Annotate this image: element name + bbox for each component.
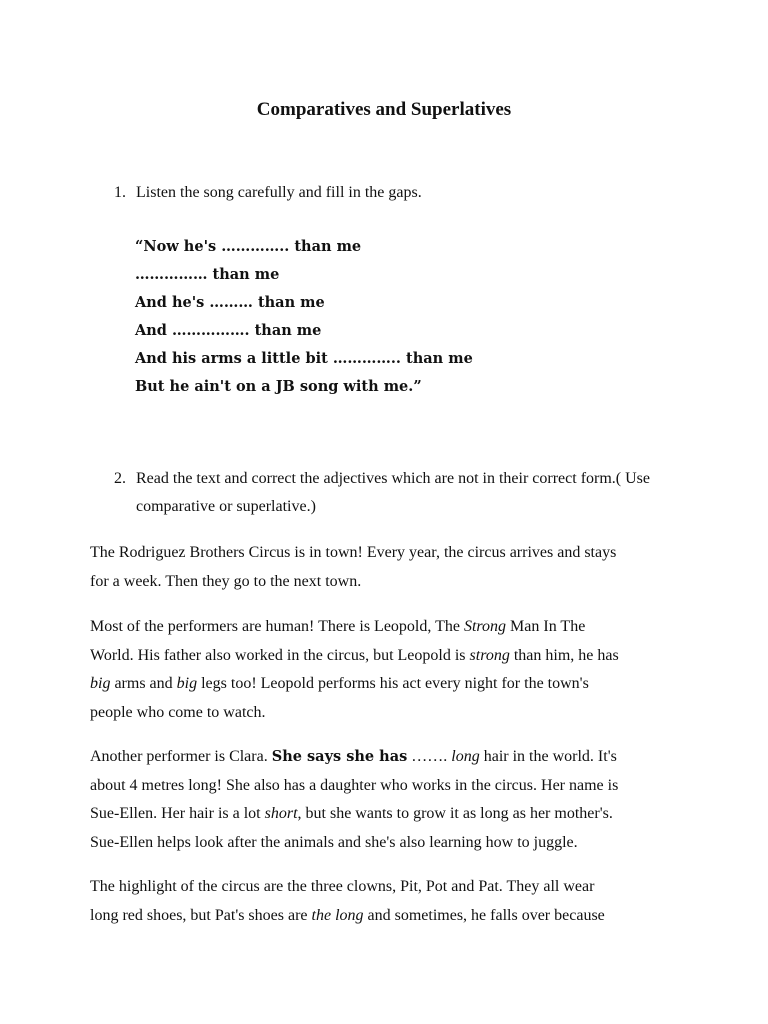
text-run: ……. [407, 748, 452, 765]
adjective-gap: big [90, 675, 111, 693]
page-title: Comparatives and Superlatives [256, 99, 512, 120]
lyric-line: And he's ……… than me [135, 294, 325, 311]
lyric-line: …………… than me [135, 266, 280, 283]
paragraph-line [90, 670, 680, 699]
question-2-number: 2. [114, 470, 126, 487]
adjective-gap: Strong [463, 618, 507, 635]
paragraph-line [90, 743, 680, 772]
adjective-gap: short [264, 805, 298, 823]
lyric-line: But he ain't on a JB song with me.” [135, 378, 422, 395]
paragraph-clowns [90, 873, 680, 930]
adjective-gap: the long [311, 906, 364, 924]
paragraph-line: Sue-Ellen helps look after the animals and she's also learning how to juggle. [90, 833, 578, 851]
text-run: Sue-Ellen. Her hair is a lot [90, 805, 265, 823]
paragraph-clara [90, 743, 680, 857]
text-run: , but she wants to grow it as long as her mother's. [297, 805, 613, 823]
text-run: than him, he has [509, 646, 619, 664]
paragraph-line: about 4 metres long! She also has a daughter who works in the circus. Her name is [90, 776, 619, 794]
text-run: World. His father also worked in the circus, but Leopold is [90, 646, 470, 664]
text-run: arms and [110, 675, 177, 693]
question-1-number: 1. [114, 184, 126, 201]
question-1 [114, 179, 714, 207]
text-run: Another performer is Clara. [90, 748, 272, 765]
text-run: Most of the performers are human! There is Leopold, The [90, 618, 464, 635]
lyric-line: “Now he's ………….. than me [135, 238, 362, 255]
text-run: Man In The [506, 618, 586, 635]
text-run: legs too! Leopold performs his act every night for the town's [197, 675, 589, 693]
text-run: hair in the world. It's [479, 748, 617, 765]
adjective-gap: strong [469, 646, 510, 664]
paragraph-line [90, 902, 680, 931]
lyric-line: And his arms a little bit ………….. than me [135, 350, 473, 367]
paragraph-line [90, 613, 680, 642]
paragraph-line: The highlight of the circus are the three clowns, Pit, Pot and Pat. They all wear [90, 878, 595, 895]
paragraph-line [90, 642, 680, 671]
bold-text-run: She says she has [271, 748, 408, 765]
adjective-gap: big [176, 675, 198, 693]
song-lyrics [135, 233, 635, 401]
lyric-line: And ……………. than me [135, 322, 322, 339]
paragraph-line: for a week. Then they go to the next town. [90, 572, 362, 590]
question-2 [114, 465, 714, 521]
text-run: long red shoes, but Pat's shoes are [90, 906, 312, 924]
question-2-text: Read the text and correct the adjectives which are not in their correct form.( Use comparative or superlative.) [136, 470, 650, 515]
paragraph-line: The Rodriguez Brothers Circus is in town! Every year, the circus arrives and stays [90, 544, 617, 561]
paragraph-leopold [90, 613, 680, 727]
paragraph-line [90, 800, 680, 829]
question-1-text: Listen the song carefully and fill in the gaps. [136, 184, 422, 201]
text-run: and sometimes, he falls over because [363, 906, 605, 924]
paragraph-circus-intro [90, 539, 680, 596]
paragraph-line: people who come to watch. [90, 703, 266, 721]
adjective-gap: long [451, 748, 480, 765]
